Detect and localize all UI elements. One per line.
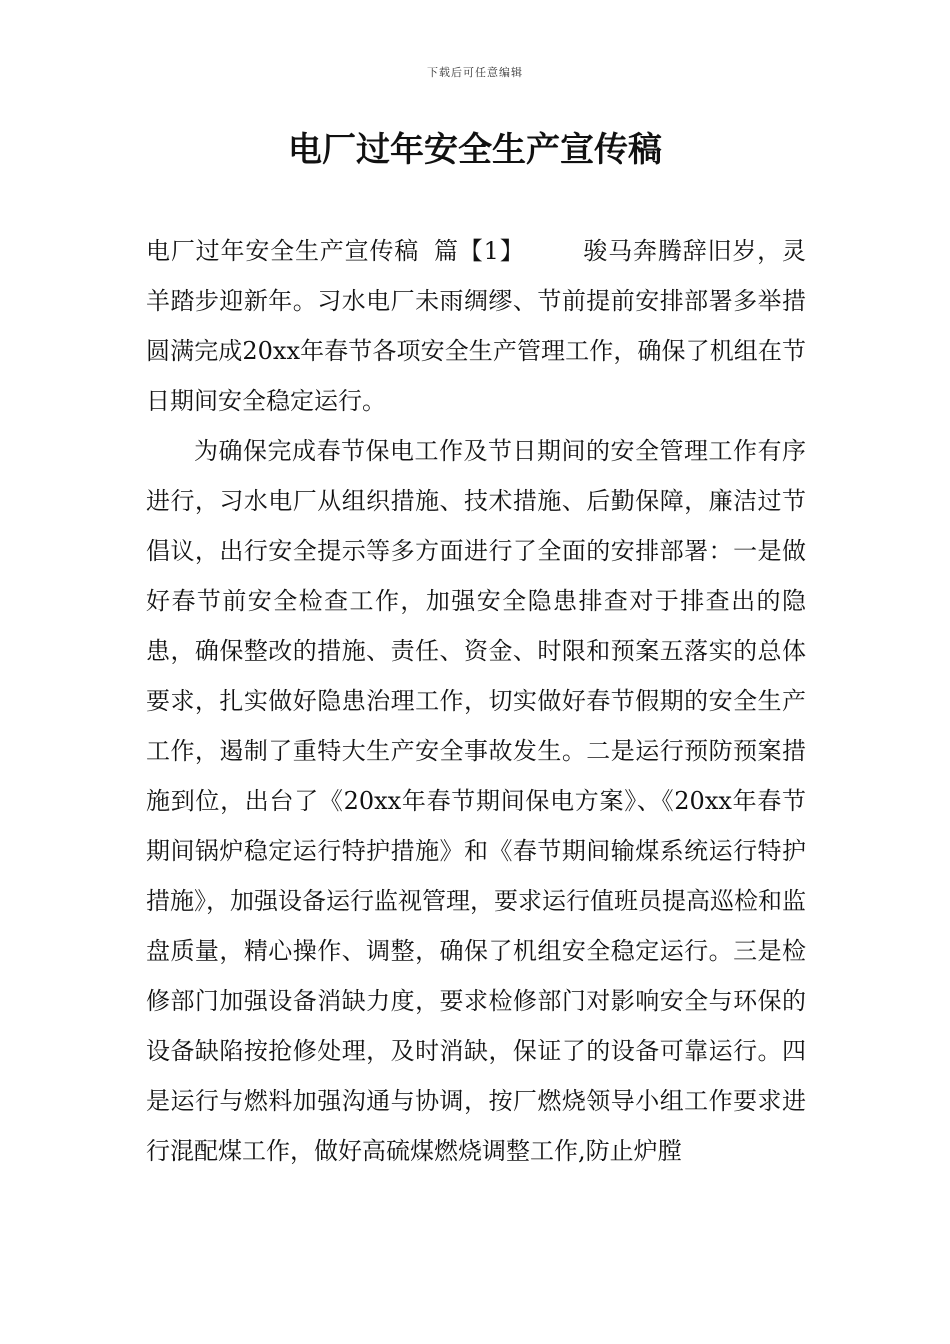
- body-paragraph: 为确保完成春节保电工作及节日期间的安全管理工作有序进行，习水电厂从组织措施、技术措施、后勤保障，廉洁过节倡议，出行安全提示等多方面进行了全面的安排部署：一是做好春节前安全检查工作，加强安全隐患排查对于排查出的隐患，确保整改的措施、责任、资金、时限和预案五落实的总体要求，扎实做好隐患治理工作，切实做好春节假期的安全生产工作，遏制了重特大生产安全事故发生。二是运行预防预案措施到位，出台了《20xx年春节期间保电方案》、《20xx年春节期间锅炉稳定运行特护措施》和《春节期间输煤系统运行特护措施》，加强设备运行监视管理，要求运行值班员提高巡检和监盘质量，精心操作、调整，确保了机组安全稳定运行。三是检修部门加强设备消缺力度，要求检修部门对影响安全与环保的设备缺陷按抢修处理，及时消缺，保证了的设备可靠运行。四是运行与燃料加强沟通与协调，按厂燃烧领导小组工作要求进行混配煤工作，做好高硫煤燃烧调整工作,防止炉膛: [146, 437, 806, 1165]
- document-title: 电厂过年安全生产宣传稿: [288, 130, 662, 170]
- header-note: 下载后可任意编辑: [427, 66, 523, 79]
- intro-paragraph: [146, 226, 806, 426]
- section-label: 篇【1】: [433, 237, 525, 265]
- intro-heading: 电厂过年安全生产宣传稿: [146, 237, 420, 265]
- intro-text: 骏马奔腾辞旧岁，灵羊踏步迎新年。习水电厂未雨绸缪、节前提前安排部署多举措圆满完成20xx年春节各项安全生产管理工作，确保了机组在节日期间安全稳定运行。: [146, 237, 807, 415]
- document-body: [146, 226, 806, 1176]
